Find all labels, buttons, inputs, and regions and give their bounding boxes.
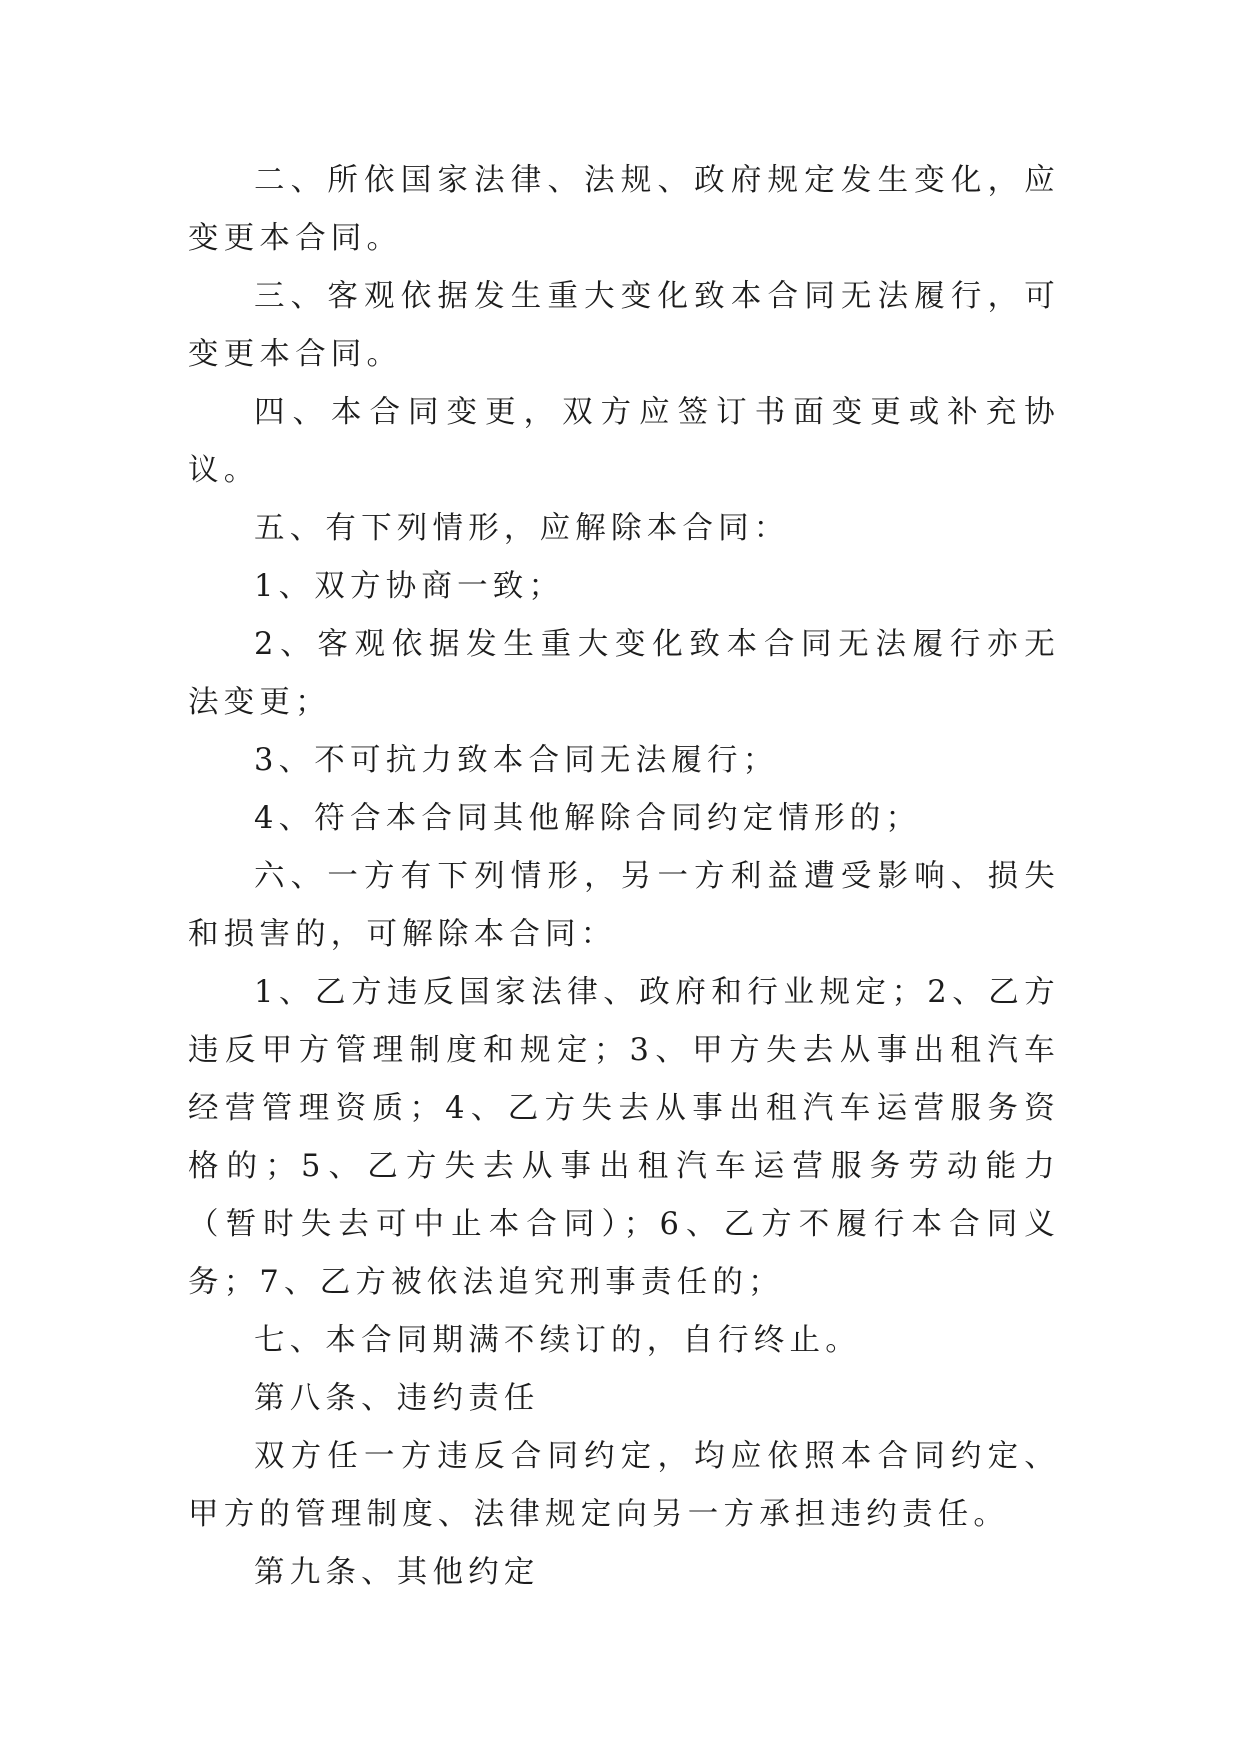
- clause-5-paragraph: 五、有下列情形，应解除本合同：: [254, 511, 790, 546]
- article-8-body: 双方任一方违反合同约定，均应依照本合同约定、甲方的管理制度、法律规定向另一方承担违约责任。: [188, 1439, 1060, 1532]
- clause-5-item-3: 3、不可抗力致本合同无法履行；: [254, 743, 779, 778]
- clause-7-paragraph: 七、本合同期满不续订的，自行终止。: [254, 1323, 861, 1358]
- clause-6-paragraph: 六、一方有下列情形，另一方利益遭受影响、损失和损害的，可解除本合同：: [188, 859, 1060, 952]
- clause-5-item-4: 4、符合本合同其他解除合同约定情形的；: [254, 801, 922, 836]
- clause-2-paragraph: 二、所依国家法律、法规、政府规定发生变化，应变更本合同。: [188, 163, 1060, 256]
- article-9-heading: 第九条、其他约定: [254, 1555, 540, 1590]
- clause-4-paragraph: 四、本合同变更，双方应签订书面变更或补充协议。: [188, 395, 1060, 488]
- clause-5-item-1: 1、双方协商一致；: [254, 569, 565, 604]
- clause-3-paragraph: 三、客观依据发生重大变化致本合同无法履行，可变更本合同。: [188, 279, 1060, 372]
- clause-6-items: 1、乙方违反国家法律、政府和行业规定；2、乙方违反甲方管理制度和规定；3、甲方失去从事出租汽车经营管理资质；4、乙方失去从事出租汽车运营服务资格的；5、乙方失去从事出租汽车运营服务劳动能力（暂时失去可中止本合同）；6、乙方不履行本合同义务；7、乙方被依法追究刑事责任的；: [188, 975, 1060, 1300]
- article-8-heading: 第八条、违约责任: [254, 1381, 540, 1416]
- clause-5-item-2: 2、客观依据发生重大变化致本合同无法履行亦无法变更；: [188, 627, 1060, 720]
- document-body: [188, 152, 1060, 1602]
